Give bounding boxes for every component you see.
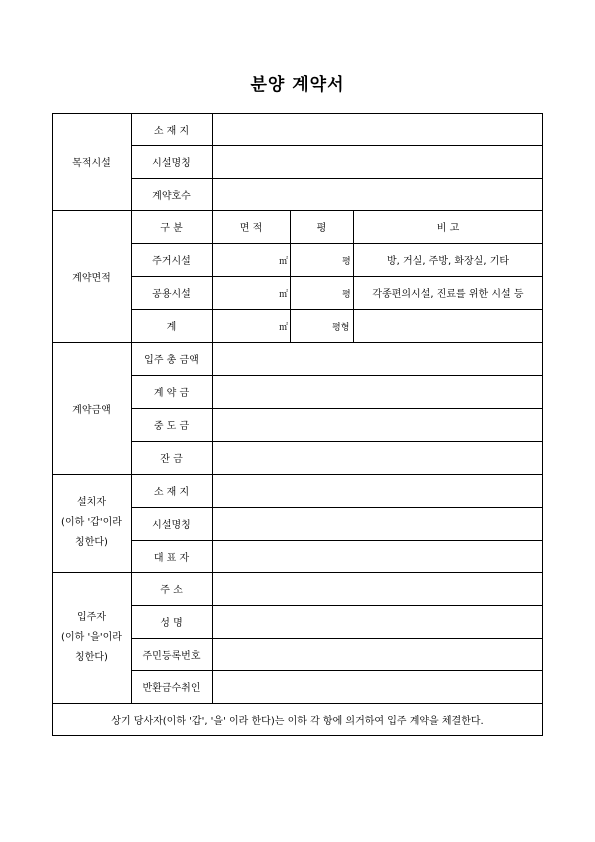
installer-label-line: 칭한다) [75,537,108,548]
area-row-total: 계 [166,322,177,333]
row-label-down-payment: 계 약 금 [153,388,190,399]
field-contract-unit[interactable] [212,178,543,210]
row-label-representative: 대 표 자 [153,552,190,564]
remark-residential: 방, 거실, 주방, 화장실, 기타 [386,256,510,267]
unit-pyeong: 평 [342,290,351,300]
header-area: 면 적 [239,223,263,234]
row-label-resident-number: 주민등록번호 [142,650,201,662]
contract-statement: 상기 당사자(이하 '갑', '을' 이라 한다)는 이하 각 항에 의거하여 입주 계약을 체결한다. [111,716,484,727]
row-label-name: 성 명 [160,618,183,629]
area-row-residential: 주거시설 [152,256,191,267]
header-remarks: 비 고 [436,223,460,234]
unit-m2: ㎡ [279,257,289,267]
installer-label-line: 설치자 [77,497,106,508]
row-label-interim-payment: 중 도 금 [153,421,190,432]
section-label-target-facility: 목적시설 [72,158,111,169]
field-facility-name[interactable] [212,145,543,178]
document-title: 분양 계약서 [250,75,345,95]
header-category: 구 분 [160,223,183,234]
resident-label-line: 입주자 [77,611,106,623]
row-label-refund-recipient: 반환금수취인 [142,683,201,694]
section-label-contract-amount: 계약금액 [72,404,111,416]
row-label-address: 주 소 [160,585,183,596]
field-location[interactable] [212,113,543,145]
unit-m2: ㎡ [279,323,289,333]
section-label-resident [52,572,131,703]
row-label-balance: 잔 금 [160,454,183,465]
row-label-installer-facility-name: 시설명칭 [152,520,191,531]
row-label-total-amount: 입주 총 금액 [144,355,199,366]
row-label-location: 소 재 지 [153,125,190,137]
section-label-installer [52,474,131,572]
area-row-common: 공용시설 [152,289,191,300]
unit-pyeong-type: 평형 [332,323,350,333]
row-label-installer-location: 소 재 지 [153,487,190,498]
unit-m2: ㎡ [279,290,289,300]
installer-label-line: (이하 '갑'이라 [61,517,122,528]
remark-common: 각종편의시설, 진료를 위한 시설 등 [372,289,524,300]
resident-label-line: (이하 '을'이라 [61,631,122,643]
header-pyeong: 평 [316,223,327,234]
resident-label-line: 칭한다) [75,651,108,663]
unit-pyeong: 평 [342,257,351,267]
row-label-facility-name: 시설명칭 [152,158,191,169]
section-label-contract-area: 계약면적 [72,272,111,284]
row-label-contract-unit: 계약호수 [152,190,191,202]
